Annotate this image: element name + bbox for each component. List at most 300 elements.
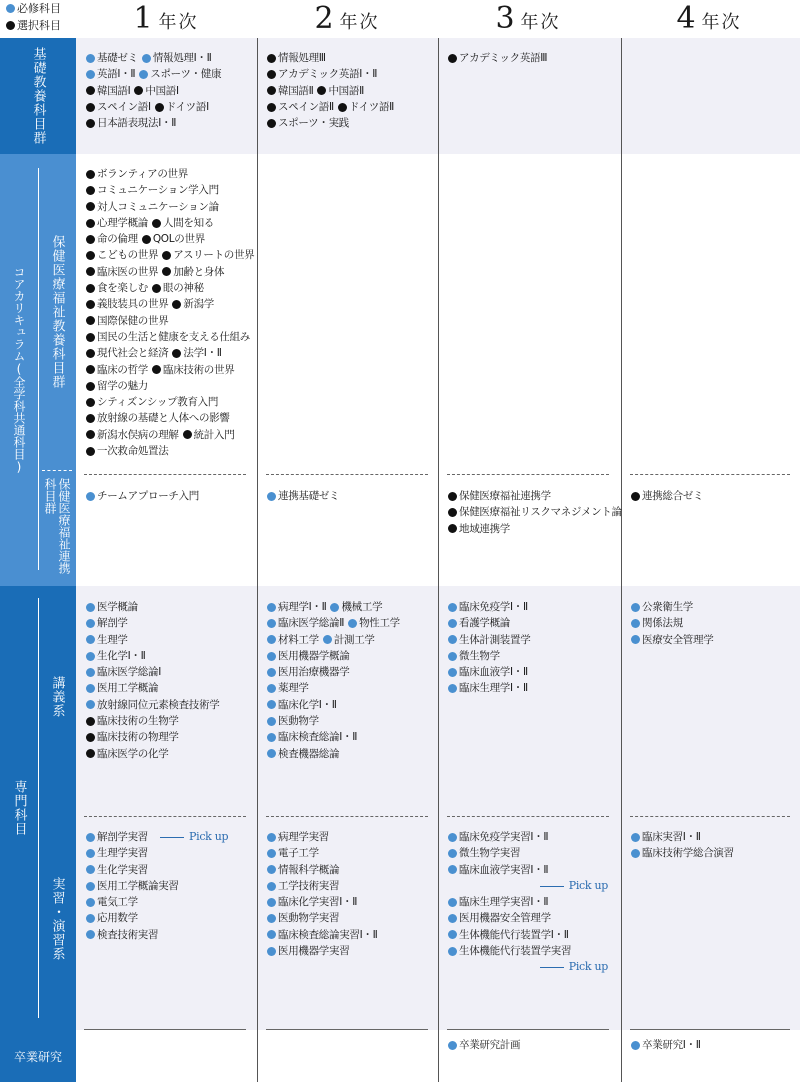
legend-elective: 選択科目	[6, 17, 61, 34]
required-dot-icon	[86, 914, 95, 923]
course-line	[86, 247, 258, 263]
required-dot-icon	[330, 603, 339, 612]
course-item: ドイツ語Ⅰ	[155, 99, 209, 115]
course-item: 日本語表現法Ⅰ・Ⅱ	[86, 115, 176, 131]
course-line	[267, 99, 398, 115]
year-header-1: 1 年次	[133, 1, 199, 36]
course-line	[86, 345, 258, 361]
course-line	[448, 615, 534, 631]
label-basic: 基礎教養科目群	[0, 38, 76, 154]
course-line	[631, 829, 738, 845]
course-item: 韓国語Ⅱ	[267, 83, 313, 99]
elective-dot-icon	[86, 749, 95, 758]
lecture-year-3	[448, 599, 534, 697]
course-item: 臨床技術の物理学	[86, 729, 179, 745]
course-item: 臨床医の世界	[86, 264, 158, 280]
course-item: 韓国語Ⅰ	[86, 83, 130, 99]
course-line	[267, 943, 381, 959]
course-line	[267, 664, 404, 680]
course-item: 薬理学	[267, 680, 309, 696]
course-line	[267, 680, 404, 696]
course-item: 検査技術実習	[86, 927, 158, 943]
course-item: 留学の魅力	[86, 378, 148, 394]
course-line	[267, 746, 404, 762]
required-dot-icon	[448, 635, 457, 644]
course-line	[86, 99, 225, 115]
course-item: 医用機器安全管理学	[448, 910, 551, 926]
course-line	[267, 66, 398, 82]
required-dot-icon	[267, 603, 276, 612]
course-item: 臨床検査総論実習Ⅰ・Ⅱ	[267, 927, 377, 943]
course-item: 保健医療福祉リスクマネジメント論	[448, 504, 622, 520]
course-line	[86, 394, 258, 410]
required-dot-icon	[631, 1041, 640, 1050]
course-item: 情報科学概論	[267, 862, 339, 878]
collab-year-1	[86, 488, 203, 504]
elective-dot-icon	[86, 119, 95, 128]
required-dot-icon	[86, 70, 95, 79]
elective-dot-icon	[267, 119, 276, 128]
required-dot-icon	[86, 882, 95, 891]
course-line	[448, 599, 534, 615]
required-dot-icon	[267, 849, 276, 858]
elective-dot-icon	[267, 54, 276, 63]
course-item: スポーツ・実践	[267, 115, 349, 131]
course-line	[86, 115, 225, 131]
required-dot-icon	[448, 1041, 457, 1050]
course-line	[86, 878, 228, 894]
course-item: QOLの世界	[142, 231, 205, 247]
course-line	[448, 927, 608, 943]
course-item: 心理学概論	[86, 215, 148, 231]
year-header-2: 2 年次	[314, 1, 380, 36]
course-item: 臨床検査総論Ⅰ・Ⅱ	[267, 729, 357, 745]
practice-year-4	[631, 829, 738, 862]
required-dot-icon	[631, 635, 640, 644]
label-health: 保健医療福祉教養科目群	[38, 154, 76, 470]
collab-year-3	[448, 488, 626, 537]
column-divider-2-3	[438, 38, 439, 1082]
pickup-marker: Pick up	[540, 878, 608, 894]
elective-dot-icon	[267, 86, 276, 95]
course-item: スペイン語Ⅱ	[267, 99, 334, 115]
course-item: 医用機器学実習	[267, 943, 349, 959]
pickup-row	[448, 878, 608, 894]
course-item: 臨床技術の生物学	[86, 713, 179, 729]
thesis-year-3	[448, 1037, 524, 1053]
required-dot-icon	[267, 898, 276, 907]
required-dot-icon	[86, 652, 95, 661]
pickup-line-icon	[540, 886, 564, 887]
course-line	[86, 648, 223, 664]
elective-dot-icon	[86, 316, 95, 325]
course-line	[267, 862, 381, 878]
course-line	[267, 697, 404, 713]
course-item: 医療安全管理学	[631, 632, 713, 648]
label-divider-core	[38, 168, 39, 570]
required-dot-icon	[323, 635, 332, 644]
course-line	[267, 878, 381, 894]
course-item: 臨床医学の化学	[86, 746, 168, 762]
course-line	[86, 680, 223, 696]
elective-dot-icon	[86, 333, 95, 342]
course-line	[267, 648, 404, 664]
course-item: アスリートの世界	[162, 247, 254, 263]
course-item: 生理学	[86, 632, 128, 648]
course-item: 情報処理Ⅲ	[267, 50, 326, 66]
course-item: 臨床実習Ⅰ・Ⅱ	[631, 829, 701, 845]
course-line	[86, 199, 258, 215]
required-dot-icon	[86, 603, 95, 612]
dash-collab-1	[84, 474, 246, 475]
course-line	[86, 910, 228, 926]
course-line	[86, 378, 258, 394]
course-line	[448, 845, 608, 861]
course-line	[86, 746, 223, 762]
year-header-4: 4 年次	[676, 1, 742, 36]
solid-thesis-3	[447, 1029, 609, 1030]
elective-dot-icon	[86, 414, 95, 423]
course-item: 臨床生理学実習Ⅰ・Ⅱ	[448, 894, 548, 910]
collab-year-4	[631, 488, 707, 504]
course-item: シティズンシップ教育入門	[86, 394, 218, 410]
elective-dot-icon	[631, 492, 640, 501]
required-dot-icon	[86, 54, 95, 63]
course-item: スペイン語Ⅰ	[86, 99, 151, 115]
course-item: 現代社会と経済	[86, 345, 168, 361]
dash-practice-2	[266, 816, 428, 817]
dash-practice-4	[630, 816, 790, 817]
course-item: 医用機器学概論	[267, 648, 349, 664]
course-item: 臨床血液学Ⅰ・Ⅱ	[448, 664, 528, 680]
elective-dot-icon	[86, 447, 95, 456]
dash-collab-4	[630, 474, 790, 475]
required-dot-icon	[631, 619, 640, 628]
elective-dot-icon	[86, 349, 95, 358]
course-line	[86, 845, 228, 861]
course-line	[267, 599, 404, 615]
course-line	[86, 894, 228, 910]
dash-practice-3	[447, 816, 609, 817]
course-line	[448, 829, 608, 845]
health-year-1	[86, 166, 258, 459]
course-line	[267, 927, 381, 943]
required-dot-icon	[448, 930, 457, 939]
required-dot-icon	[86, 619, 95, 628]
required-dot-icon	[86, 833, 95, 842]
course-line	[448, 894, 608, 910]
course-item: 生化学実習	[86, 862, 148, 878]
collab-year-2	[267, 488, 343, 504]
course-item: 臨床医学総論Ⅱ	[267, 615, 344, 631]
required-dot-icon	[86, 668, 95, 677]
course-item: 人間を知る	[152, 215, 214, 231]
pickup-row	[448, 959, 608, 975]
course-item: 新潟水俣病の理解	[86, 427, 179, 443]
course-item: 国際保健の世界	[86, 313, 168, 329]
course-item: 臨床化学実習Ⅰ・Ⅱ	[267, 894, 357, 910]
lecture-year-2	[267, 599, 404, 762]
course-item: 加齢と身体	[162, 264, 224, 280]
required-dot-icon	[267, 717, 276, 726]
elective-dot-icon	[448, 54, 457, 63]
course-line	[448, 50, 551, 66]
course-item: 保健医療福祉連携学	[448, 488, 551, 504]
course-item: 法学Ⅰ・Ⅱ	[172, 345, 221, 361]
required-dot-icon	[631, 833, 640, 842]
course-line	[86, 664, 223, 680]
course-line	[448, 862, 608, 878]
course-item: 地域連携学	[448, 521, 510, 537]
lecture-year-1	[86, 599, 223, 762]
required-dot-icon	[86, 700, 95, 709]
course-line	[86, 729, 223, 745]
required-dot-icon	[86, 635, 95, 644]
elective-dot-icon	[86, 430, 95, 439]
required-dot-icon	[86, 865, 95, 874]
elective-dot-icon	[448, 492, 457, 501]
course-item: 放射線の基礎と人体への影響	[86, 410, 230, 426]
required-dot-icon	[448, 898, 457, 907]
course-item: 解剖学	[86, 615, 128, 631]
course-line	[267, 910, 381, 926]
course-item: 一次救命処置法	[86, 443, 168, 459]
course-item: 電子工学	[267, 845, 319, 861]
course-line	[448, 648, 534, 664]
course-line	[267, 488, 343, 504]
required-dot-icon	[267, 684, 276, 693]
course-item: 情報処理Ⅰ・Ⅱ	[142, 50, 212, 66]
course-item: 物性工学	[348, 615, 400, 631]
course-line	[86, 829, 228, 845]
course-item: こどもの世界	[86, 247, 158, 263]
course-item: コミュニケーション学入門	[86, 182, 219, 198]
course-item: 基礎ゼミ	[86, 50, 138, 66]
required-dot-icon	[448, 833, 457, 842]
required-dot-icon	[267, 700, 276, 709]
year-header-3: 3 年次	[495, 1, 561, 36]
course-item: チームアプローチ入門	[86, 488, 199, 504]
course-line	[267, 829, 381, 845]
course-item: 生体機能代行装置学実習	[448, 943, 571, 959]
required-dot-icon	[448, 865, 457, 874]
required-dot-icon	[267, 833, 276, 842]
elective-dot-icon	[267, 70, 276, 79]
course-item: 連携基礎ゼミ	[267, 488, 339, 504]
course-line	[631, 845, 738, 861]
dash-practice-1	[84, 816, 246, 817]
course-item: 医用治療機器学	[267, 664, 349, 680]
pickup-line-icon	[540, 967, 564, 968]
course-item: 臨床化学Ⅰ・Ⅱ	[267, 697, 337, 713]
legend	[6, 0, 61, 34]
course-item: 義肢装具の世界	[86, 296, 168, 312]
course-line	[448, 943, 608, 959]
label-core: コアカリキュラム(全学科共通科目)	[0, 154, 38, 586]
required-dot-icon	[267, 635, 276, 644]
basic-year-1	[86, 50, 225, 131]
course-line	[448, 488, 626, 504]
course-item: 臨床医学総論Ⅰ	[86, 664, 161, 680]
course-line	[267, 83, 398, 99]
course-item: 新潟学	[172, 296, 214, 312]
course-line	[86, 280, 258, 296]
label-divider-major	[38, 598, 39, 1018]
label-major: 専門科目	[0, 586, 38, 1030]
elective-dot-icon	[86, 284, 95, 293]
course-line	[631, 1037, 705, 1053]
required-dot-icon	[267, 882, 276, 891]
course-item: 微生物学実習	[448, 845, 520, 861]
required-dot-icon	[267, 930, 276, 939]
course-item: 関係法規	[631, 615, 683, 631]
label-practice: 実習・演習系	[38, 808, 76, 1030]
practice-year-2	[267, 829, 381, 959]
required-dot-icon	[631, 849, 640, 858]
course-item: 工学技術実習	[267, 878, 339, 894]
course-item: 臨床技術の世界	[152, 362, 234, 378]
course-line	[86, 66, 225, 82]
course-line	[86, 697, 223, 713]
elective-dot-icon	[267, 103, 276, 112]
elective-dot-icon	[86, 235, 95, 244]
elective-dot-icon	[142, 235, 151, 244]
elective-dot-icon	[172, 349, 181, 358]
required-dot-icon	[86, 898, 95, 907]
course-line	[267, 713, 404, 729]
elective-dot-icon	[152, 365, 161, 374]
course-item: ボランティアの世界	[86, 166, 188, 182]
elective-dot-icon	[183, 430, 192, 439]
course-line	[448, 680, 534, 696]
course-line	[448, 632, 534, 648]
required-dot-icon	[448, 619, 457, 628]
course-item: 医用工学概論	[86, 680, 158, 696]
course-item: 中国語Ⅰ	[134, 83, 178, 99]
label-dash-collab	[42, 470, 72, 471]
required-dot-icon	[139, 70, 148, 79]
required-dot-icon	[448, 947, 457, 956]
course-item: 生体計測装置学	[448, 632, 530, 648]
required-dot-icon	[448, 603, 457, 612]
course-item: 臨床技術学総合演習	[631, 845, 734, 861]
course-line	[267, 115, 398, 131]
label-lecture: 講義系	[38, 586, 76, 808]
course-line	[631, 488, 707, 504]
required-dot-icon	[448, 849, 457, 858]
course-line	[631, 632, 717, 648]
course-line	[267, 632, 404, 648]
course-line	[86, 362, 258, 378]
pickup-line-icon	[160, 837, 184, 838]
course-line	[86, 182, 258, 198]
course-item: 統計入門	[183, 427, 235, 443]
practice-year-1	[86, 829, 228, 943]
course-item: 眼の神秘	[152, 280, 204, 296]
course-item: 医動物学	[267, 713, 319, 729]
required-dot-icon	[267, 914, 276, 923]
course-item: 医動物学実習	[267, 910, 339, 926]
course-item: 卒業研究計画	[448, 1037, 520, 1053]
course-line	[448, 664, 534, 680]
course-line	[267, 50, 398, 66]
course-item: 看護学概論	[448, 615, 510, 631]
required-dot-icon	[448, 684, 457, 693]
elective-dot-icon	[134, 86, 143, 95]
required-dot-icon	[267, 492, 276, 501]
elective-dot-icon	[86, 382, 95, 391]
course-line	[267, 615, 404, 631]
elective-dot-icon	[86, 733, 95, 742]
course-item: 対人コミュニケーション論	[86, 199, 219, 215]
required-dot-icon	[348, 619, 357, 628]
course-line	[86, 632, 223, 648]
elective-dot-icon	[162, 267, 171, 276]
course-item: 病理学実習	[267, 829, 329, 845]
required-dot-icon	[448, 652, 457, 661]
course-line	[86, 713, 223, 729]
required-dot-icon	[448, 668, 457, 677]
course-line	[267, 729, 404, 745]
course-item: 計測工学	[323, 632, 375, 648]
course-line	[86, 215, 258, 231]
course-line	[86, 313, 258, 329]
label-collab: 保健医療福祉連携科目群	[38, 470, 76, 586]
course-item: 中国語Ⅱ	[317, 83, 363, 99]
elective-dot-icon	[152, 284, 161, 293]
course-item: 医用工学概論実習	[86, 878, 179, 894]
elective-dot-icon	[86, 219, 95, 228]
course-item: 応用数学	[86, 910, 138, 926]
course-item: 国民の生活と健康を支える仕組み	[86, 329, 250, 345]
course-item: 臨床生理学Ⅰ・Ⅱ	[448, 680, 528, 696]
course-line	[448, 910, 608, 926]
course-item: 臨床免疫学実習Ⅰ・Ⅱ	[448, 829, 548, 845]
course-item: 英語Ⅰ・Ⅱ	[86, 66, 135, 82]
course-item: 検査機器総論	[267, 746, 339, 762]
course-line	[448, 521, 626, 537]
course-line	[448, 504, 626, 520]
course-item: 臨床血液学実習Ⅰ・Ⅱ	[448, 862, 548, 878]
solid-thesis-4	[630, 1029, 790, 1030]
elective-dot-icon	[338, 103, 347, 112]
course-line	[86, 264, 258, 280]
elective-dot-icon	[86, 717, 95, 726]
required-dot-icon	[267, 749, 276, 758]
elective-dot-icon	[86, 202, 95, 211]
course-item: アカデミック英語Ⅰ・Ⅱ	[267, 66, 377, 82]
course-item: 公衆衛生学	[631, 599, 693, 615]
course-item: 命の倫理	[86, 231, 138, 247]
required-dot-icon	[631, 603, 640, 612]
practice-year-3	[448, 829, 608, 976]
elective-dot-icon	[448, 524, 457, 533]
elective-dot-icon	[86, 267, 95, 276]
course-line	[86, 50, 225, 66]
required-dot-icon	[267, 947, 276, 956]
course-line	[86, 329, 258, 345]
course-item: ドイツ語Ⅱ	[338, 99, 394, 115]
label-thesis: 卒業研究	[0, 1030, 76, 1082]
course-item: 卒業研究Ⅰ・Ⅱ	[631, 1037, 701, 1053]
solid-thesis-1	[84, 1029, 246, 1030]
elective-dot-icon	[162, 251, 171, 260]
course-line	[267, 845, 381, 861]
required-dot-icon	[448, 914, 457, 923]
required-dot-icon	[6, 4, 15, 13]
required-dot-icon	[86, 492, 95, 501]
course-item: アカデミック英語Ⅲ	[448, 50, 547, 66]
